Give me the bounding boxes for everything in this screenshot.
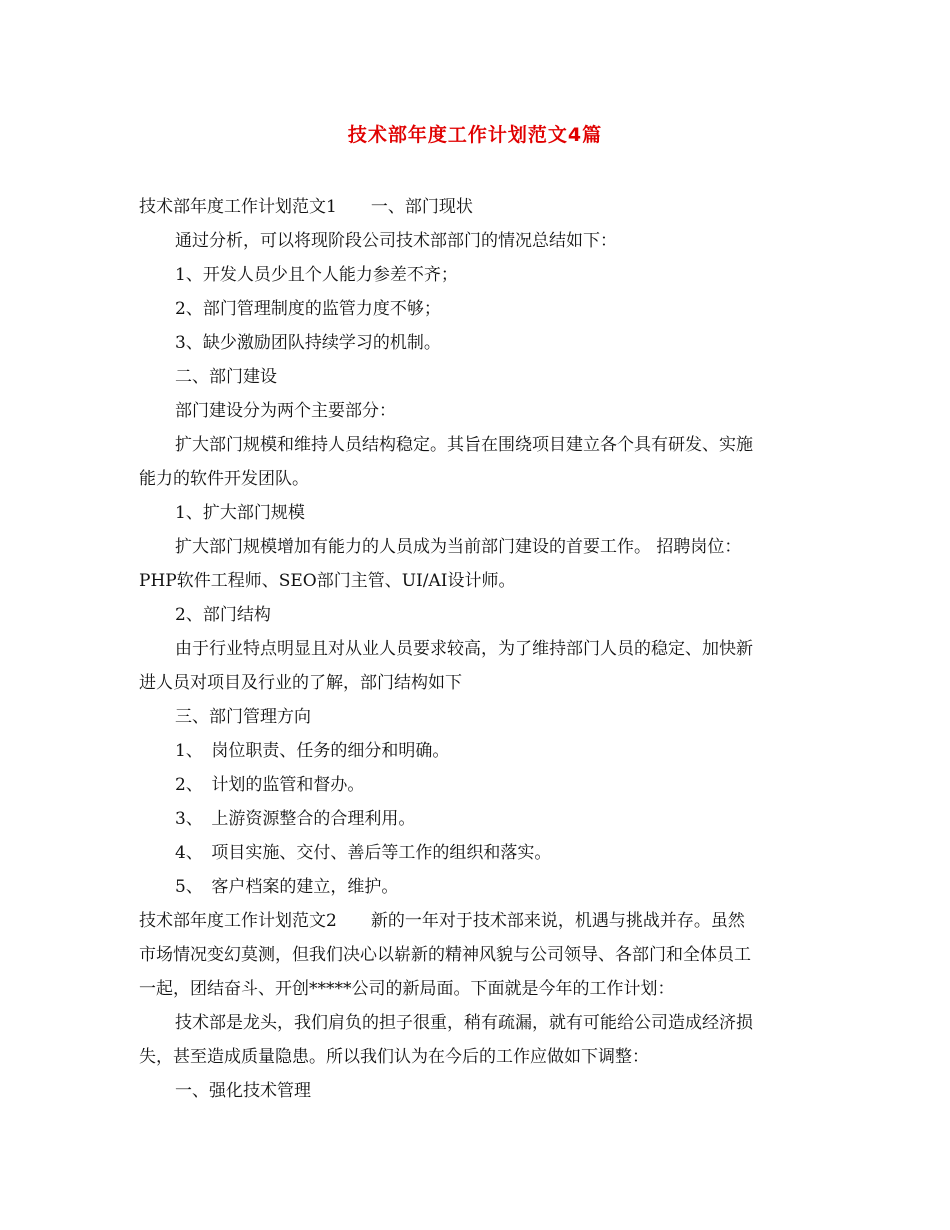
paragraph-line: 技术部年度工作计划范文2 新的一年对于技术部来说，机遇与挑战并存。虽然 (139, 911, 745, 931)
paragraph-line: 2、部门管理制度的监管力度不够； (175, 299, 441, 319)
section-heading: 二、部门建设 (175, 367, 277, 387)
list-item: 2、 计划的监管和督办。 (175, 775, 365, 795)
paragraph-line: 通过分析，可以将现阶段公司技术部部门的情况总结如下： (175, 231, 617, 251)
section-heading: 一、强化技术管理 (175, 1081, 311, 1101)
list-item: 4、 项目实施、交付、善后等工作的组织和落实。 (175, 843, 552, 863)
paragraph-line: 能力的软件开发团队。 (139, 469, 309, 489)
paragraph-line: 1、开发人员少且个人能力参差不齐； (175, 265, 458, 285)
paragraph-line: 扩大部门规模和维持人员结构稳定。其旨在围绕项目建立各个具有研发、实施 (175, 435, 753, 455)
paragraph-line: 失，甚至造成质量隐患。所以我们认为在今后的工作应做如下调整： (139, 1047, 649, 1067)
paragraph-line: 技术部年度工作计划范文1 一、部门现状 (139, 197, 473, 217)
paragraph-line: 一起，团结奋斗、开创*****公司的新局面。下面就是今年的工作计划： (139, 979, 675, 999)
document-title: 技术部年度工作计划范文4篇 (347, 124, 603, 146)
section-heading: 三、部门管理方向 (175, 707, 311, 727)
list-item: 1、 岗位职责、任务的细分和明确。 (175, 741, 450, 761)
paragraph-line: 部门建设分为两个主要部分： (175, 401, 396, 421)
paragraph-line: 3、缺少激励团队持续学习的机制。 (175, 333, 441, 353)
paragraph-line: 1、扩大部门规模 (175, 503, 305, 523)
paragraph-line: PHP软件工程师、SEO部门主管、UI/AI设计师。 (139, 571, 516, 591)
paragraph-line: 由于行业特点明显且对从业人员要求较高，为了维持部门人员的稳定、加快新 (175, 639, 753, 659)
paragraph-line: 技术部是龙头，我们肩负的担子很重，稍有疏漏，就有可能给公司造成经济损 (175, 1013, 753, 1033)
list-item: 5、 客户档案的建立，维护。 (175, 877, 399, 897)
paragraph-line: 市场情况变幻莫测，但我们决心以崭新的精神风貌与公司领导、各部门和全体员工 (139, 945, 751, 965)
paragraph-line: 2、部门结构 (175, 605, 271, 625)
paragraph-line: 进人员对项目及行业的了解，部门结构如下 (139, 673, 462, 693)
list-item: 3、 上游资源整合的合理利用。 (175, 809, 416, 829)
paragraph-line: 扩大部门规模增加有能力的人员成为当前部门建设的首要工作。 招聘岗位： (175, 537, 742, 557)
